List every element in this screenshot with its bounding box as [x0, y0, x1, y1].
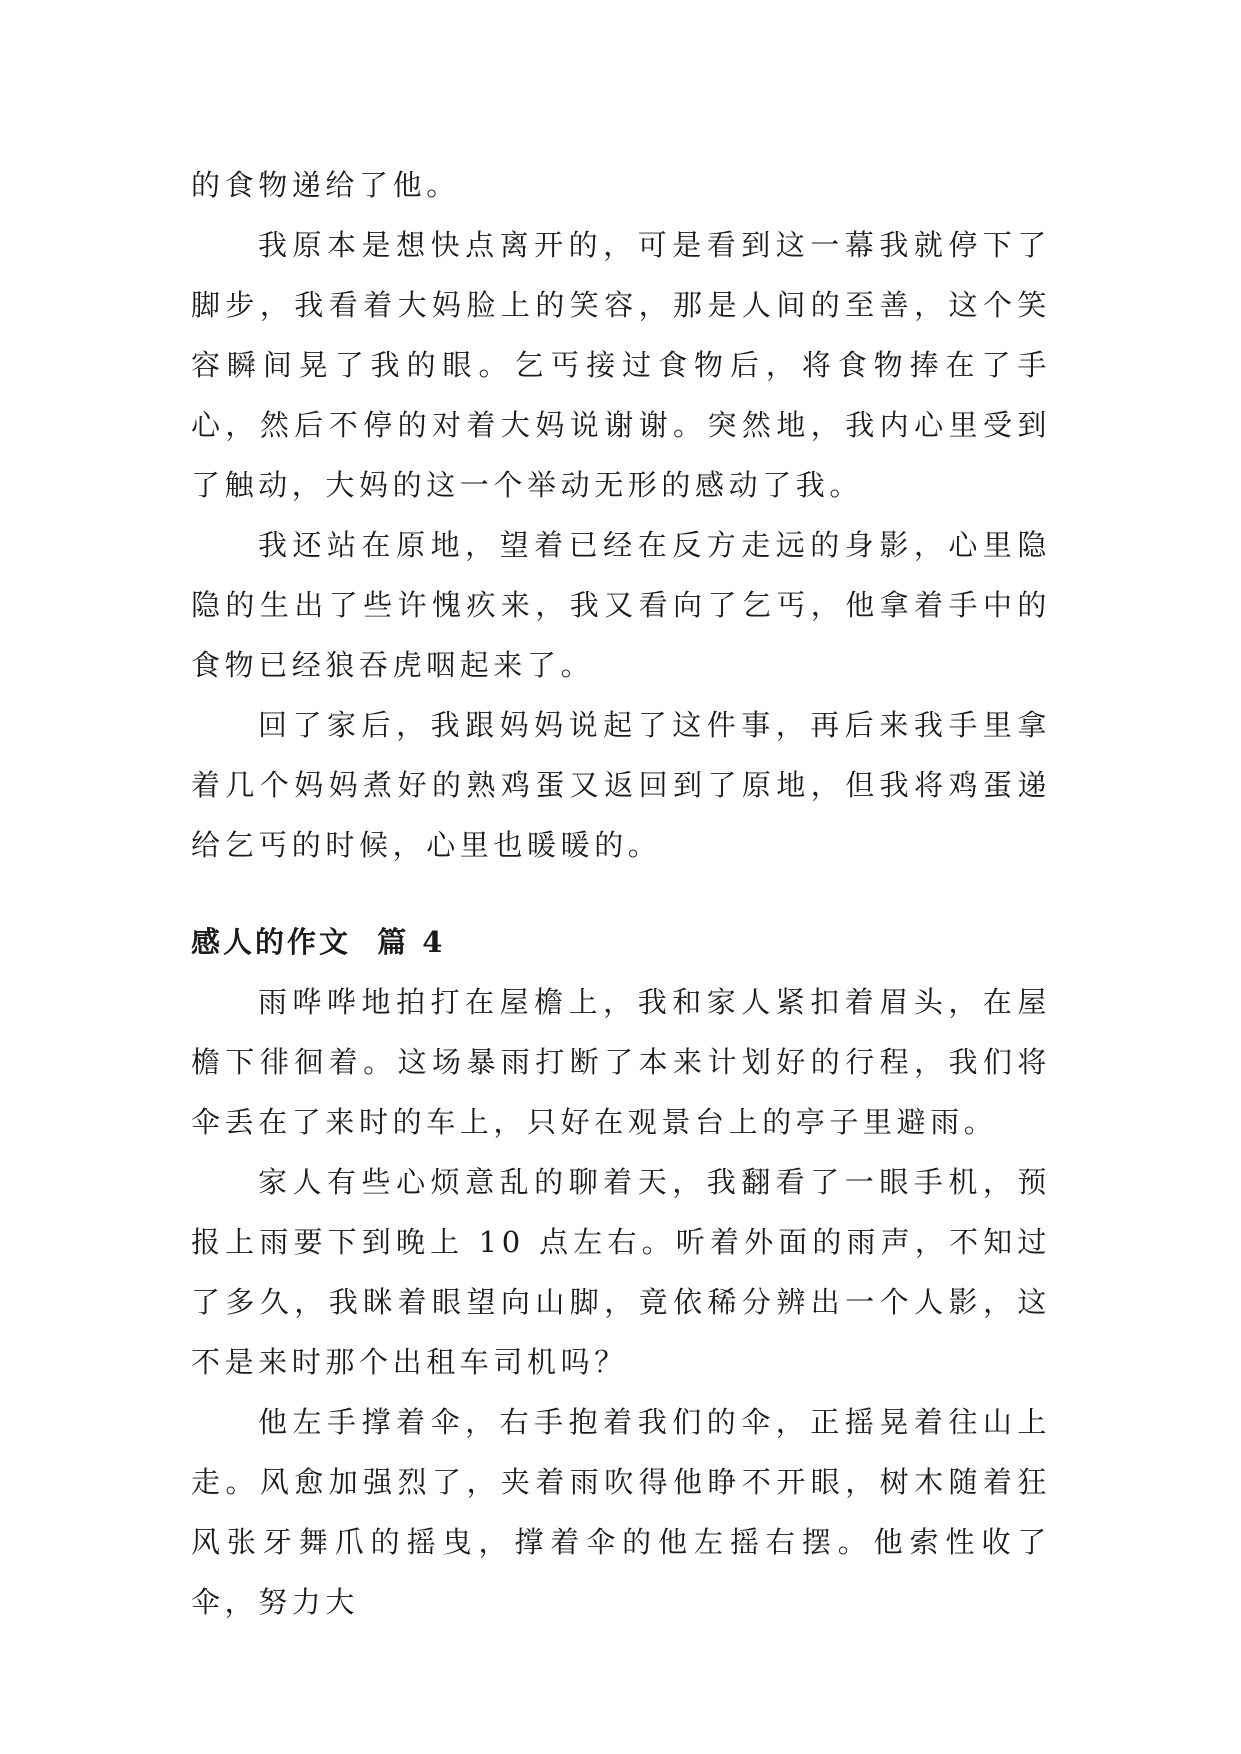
- paragraph-continued: 的食物递给了他。: [191, 168, 460, 202]
- essay-section-4: [191, 912, 1051, 1632]
- essay-continuation: [191, 155, 1051, 875]
- paragraph: 家人有些心烦意乱的聊着天，我翻看了一眼手机，预报上雨要下到晚上 10 点左右。听着外面的雨声，不知过了多久，我眯着眼望向山脚，竟依稀分辨出一个人影，这不是来时那个出租车司机吗？: [191, 1165, 1051, 1379]
- paragraph: 他左手撑着伞，右手抱着我们的伞，正摇晃着往山上走。风愈加强烈了，夹着雨吹得他睁不开眼，树木随着狂风张牙舞爪的摇曳，撑着伞的他左摇右摆。他索性收了伞，努力大: [191, 1405, 1051, 1619]
- section-heading: 感人的作文 篇 4: [191, 925, 446, 959]
- paragraph: 雨哗哗地拍打在屋檐上，我和家人紧扣着眉头，在屋檐下徘徊着。这场暴雨打断了本来计划好的行程，我们将伞丢在了来时的车上，只好在观景台上的亭子里避雨。: [191, 985, 1051, 1139]
- paragraph: 我还站在原地，望着已经在反方走远的身影，心里隐隐的生出了些许愧疚来，我又看向了乞丐，他拿着手中的食物已经狼吞虎咽起来了。: [191, 528, 1051, 682]
- paragraph: 回了家后，我跟妈妈说起了这件事，再后来我手里拿着几个妈妈煮好的熟鸡蛋又返回到了原地，但我将鸡蛋递给乞丐的时候，心里也暖暖的。: [191, 708, 1051, 862]
- paragraph: 我原本是想快点离开的，可是看到这一幕我就停下了脚步，我看着大妈脸上的笑容，那是人间的至善，这个笑容瞬间晃了我的眼。乞丐接过食物后，将食物捧在了手心，然后不停的对着大妈说谢谢。突然地，我内心里受到了触动，大妈的这一个举动无形的感动了我。: [191, 228, 1051, 502]
